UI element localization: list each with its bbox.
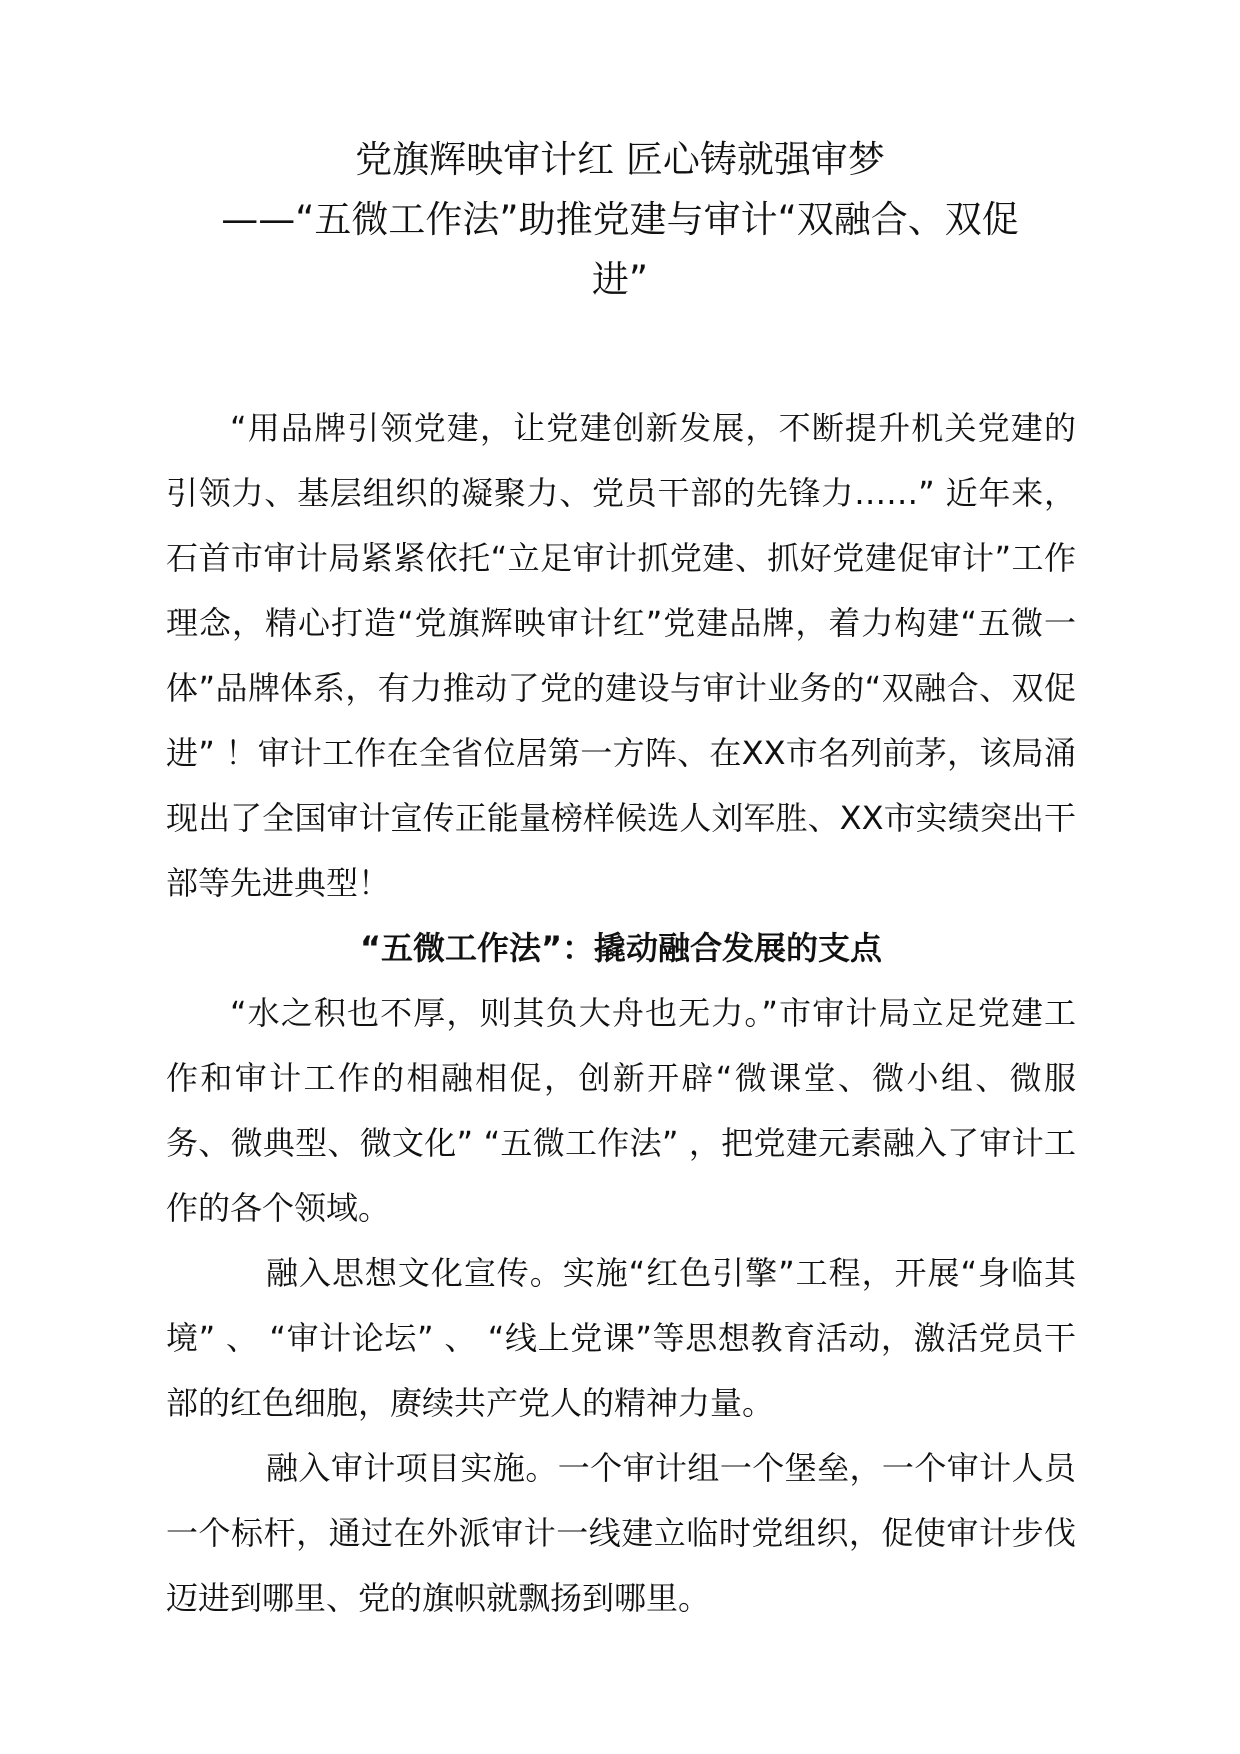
document-body — [166, 396, 1076, 1631]
intro-paragraph: “用品牌引领党建，让党建创新发展，不断提升机关党建的引领力、基层组织的凝聚力、党员干部的先锋力……” 近年来，石首市审计局紧紧依托“立足审计抓党建、抓好党建促审计”工作理念，精心打造“党旗辉映审计红”党建品牌，着力构建“五微一体”品牌体系，有力推动了党的建设与审计业务的“双融合、双促进” ！审计工作在全省位居第一方阵、在XX市名列前茅，该局涌现出了全国审计宣传正能量榜样候选人刘军胜、XX市实绩突出干部等先进典型！ — [166, 409, 1076, 902]
title-block — [190, 130, 1050, 310]
section-paragraph-2: 融入思想文化宣传。实施“红色引擎”工程，开展“身临其境” 、 “审计论坛” 、 “线上党课”等思想教育活动，激活党员干部的红色细胞，赓续共产党人的精神力量。 — [166, 1254, 1076, 1422]
document-title: 党旗辉映审计红 匠心铸就强审梦 — [355, 138, 885, 181]
section-paragraph-1: “水之积也不厚，则其负大舟也无力。”市审计局立足党建工作和审计工作的相融相促，创新开辟“微课堂、微小组、微服务、微典型、微文化” “五微工作法” ，把党建元素融入了审计工作的各个领域。 — [166, 994, 1076, 1227]
document-subtitle-line-1: ——“五微工作法”助推党建与审计“双融合、双促 — [221, 198, 1019, 241]
section-heading: “五微工作法”：撬动融合发展的支点 — [359, 929, 883, 967]
section-paragraph-3: 融入审计项目实施。一个审计组一个堡垒，一个审计人员一个标杆，通过在外派审计一线建立临时党组织，促使审计步伐迈进到哪里、党的旗帜就飘扬到哪里。 — [166, 1449, 1076, 1617]
document-subtitle-line-2: 进” — [591, 258, 649, 301]
